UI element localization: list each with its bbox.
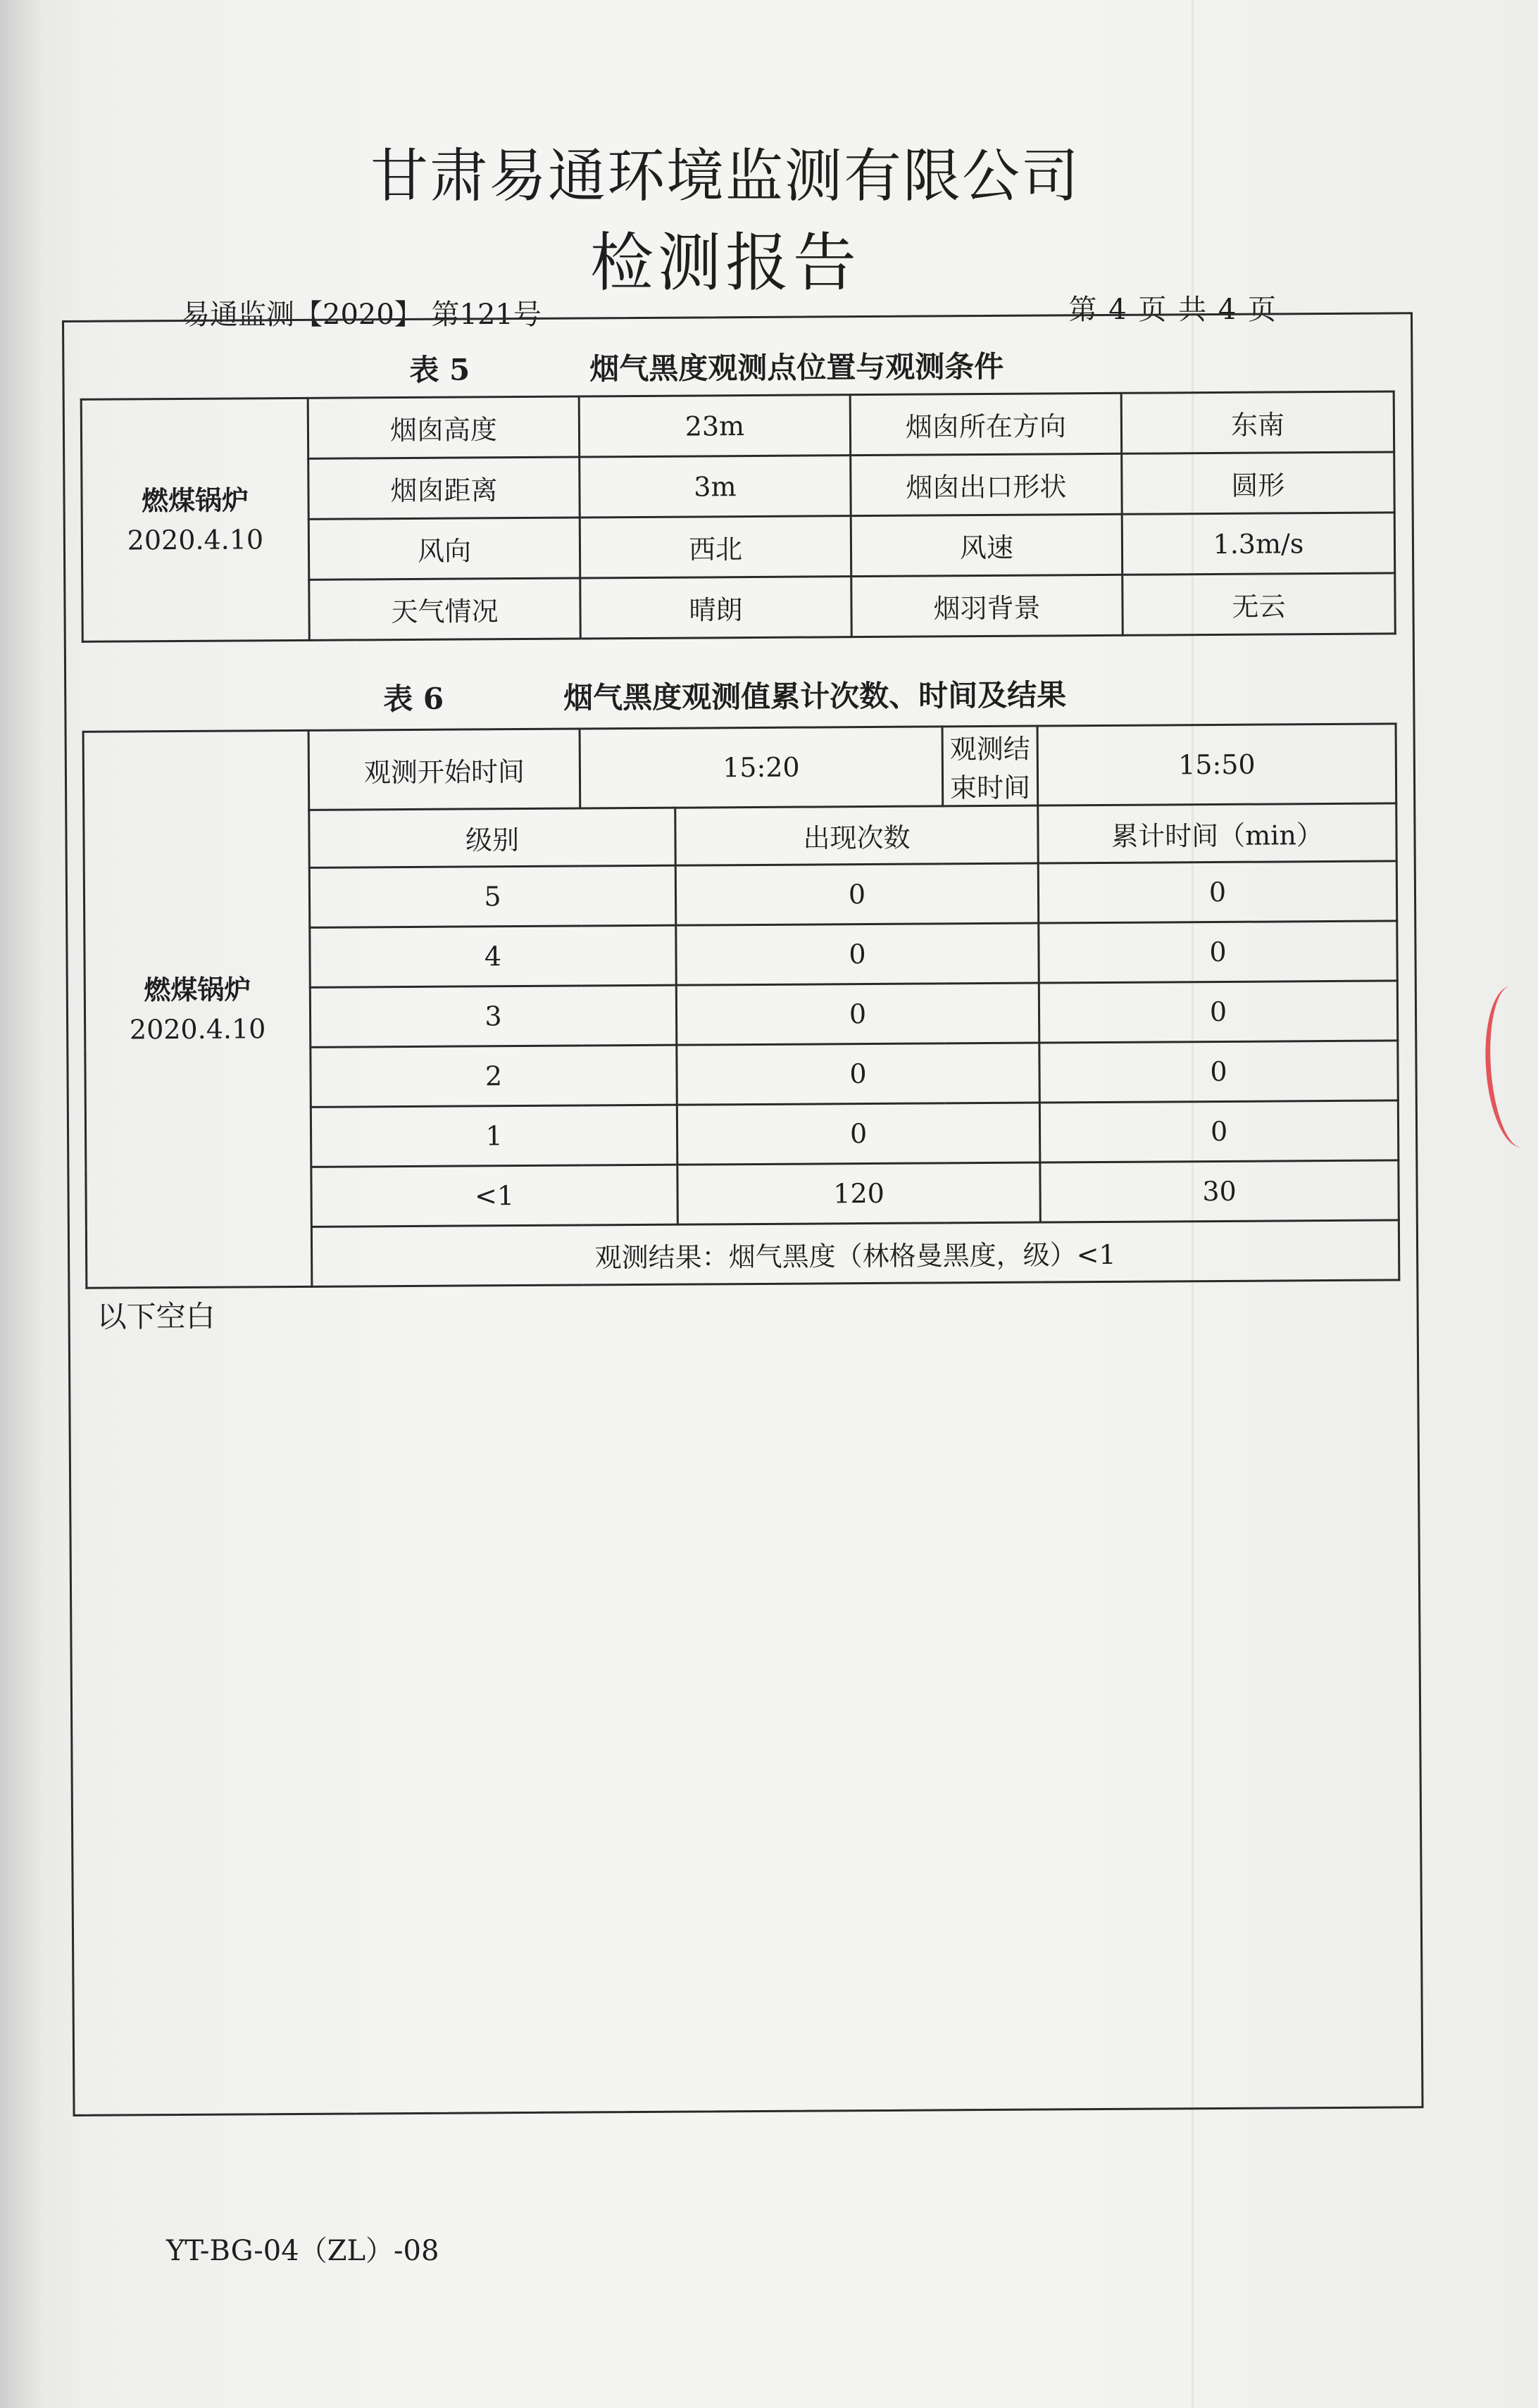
seal-edge-mark	[1480, 984, 1538, 1150]
start-time-label: 观测开始时间	[308, 729, 580, 810]
table5-label: 表 5	[409, 352, 470, 387]
table-cell: 23m	[579, 395, 851, 457]
start-time-value: 15:20	[580, 727, 943, 808]
table-cell: 120	[677, 1162, 1041, 1224]
result-cell: 观测结果：烟气黑度（林格曼黑度，级）<1	[311, 1220, 1399, 1286]
table-row	[81, 391, 1394, 460]
table5-title: 烟气黑度观测点位置与观测条件	[589, 349, 1004, 387]
company-name: 甘肃易通环境监测有限公司	[370, 143, 1080, 210]
table-cell: 0	[1039, 981, 1398, 1043]
table-cell: 0	[1039, 921, 1398, 983]
table-cell: 风向	[308, 518, 580, 579]
table-cell: 5	[309, 865, 676, 927]
end-time-label: 观测结束时间	[942, 726, 1038, 806]
table-cell: 0	[677, 1103, 1040, 1165]
source-date: 2020.4.10	[127, 523, 264, 556]
table-cell: 1	[311, 1105, 677, 1167]
report-title: 检测报告	[590, 226, 861, 300]
table-cell: 无云	[1123, 573, 1396, 635]
table-cell: 晴朗	[580, 577, 852, 639]
table-cell: 4	[310, 925, 677, 987]
table-cell: 0	[1038, 861, 1397, 923]
table-cell: 西北	[580, 516, 851, 578]
table-cell: 烟羽背景	[851, 575, 1123, 637]
table-cell: 30	[1040, 1160, 1399, 1222]
blank-note: 以下空白	[96, 1298, 215, 1334]
source-name: 燃煤锅炉	[144, 972, 251, 1005]
report-frame	[62, 312, 1424, 2117]
table-cell: 3	[310, 985, 677, 1047]
page-edge-shadow	[0, 0, 42, 2408]
table-cell: 1.3m/s	[1122, 513, 1395, 575]
table-cell: <1	[311, 1165, 678, 1227]
table-cell: 风速	[851, 514, 1123, 576]
table-cell: 圆形	[1122, 452, 1395, 514]
table-cell: 0	[676, 983, 1039, 1045]
table6-label: 表 6	[383, 681, 444, 717]
table-cell: 0	[675, 863, 1039, 925]
table-cell: 烟囱距离	[308, 457, 580, 519]
table5	[80, 390, 1396, 642]
end-time-value: 15:50	[1037, 724, 1396, 805]
page-info: 第 4 页 共 4 页	[1068, 294, 1277, 326]
table-cell: 0	[677, 1043, 1040, 1105]
header-cell: 累计时间（min）	[1038, 803, 1396, 863]
table-cell: 烟囱所在方向	[850, 393, 1122, 455]
table5-caption	[409, 344, 1004, 389]
table-cell: 0	[1039, 1100, 1399, 1162]
table-row	[83, 724, 1396, 811]
footer-code: YT-BG-04（ZL）-08	[166, 2235, 439, 2267]
table6-caption	[383, 672, 1066, 718]
table-cell: 0	[676, 923, 1039, 985]
source-date: 2020.4.10	[129, 1012, 266, 1045]
header-cell: 出现次数	[675, 805, 1039, 865]
table-cell: 烟囱出口形状	[851, 453, 1123, 515]
source-cell	[81, 398, 309, 641]
table-cell: 东南	[1121, 391, 1394, 453]
table6	[82, 722, 1401, 1288]
source-cell	[83, 730, 312, 1288]
header-cell: 级别	[309, 808, 675, 867]
table-cell: 3m	[580, 456, 851, 518]
table-cell: 烟囱高度	[308, 396, 580, 458]
report-number: 易通监测【2020】 第121号	[182, 299, 542, 331]
table-cell: 0	[1039, 1041, 1399, 1103]
source-name: 燃煤锅炉	[141, 483, 249, 516]
table-cell: 天气情况	[309, 578, 581, 640]
table6-title: 烟气黑度观测值累计次数、时间及结果	[563, 677, 1067, 715]
table-cell: 2	[311, 1045, 677, 1107]
